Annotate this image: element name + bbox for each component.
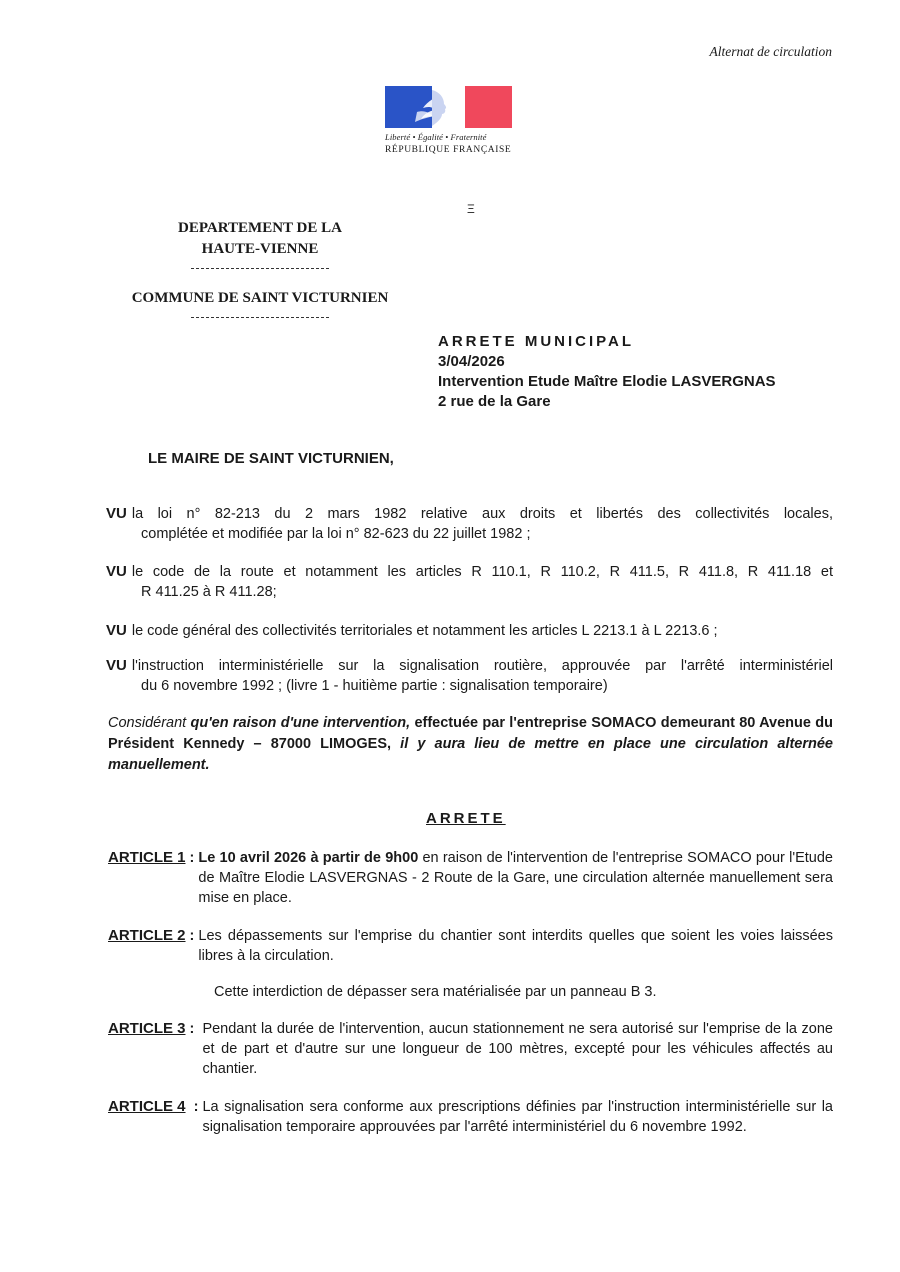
- article-4: [108, 1097, 833, 1137]
- article-label: ARTICLE 4: [108, 1098, 186, 1115]
- article-text: Les dépassements sur l'emprise du chantier sont interdits quelles que soient les voies laissées libres à la circulation.: [198, 928, 833, 964]
- vu-item: [106, 504, 833, 544]
- department-block: [110, 218, 410, 337]
- article-label: ARTICLE 2: [108, 927, 186, 944]
- article-extra-text: Cette interdiction de dépasser sera matérialisée par un panneau B 3.: [214, 984, 657, 1000]
- mayor-heading: LE MAIRE DE SAINT VICTURNIEN,: [148, 450, 394, 467]
- article-separator: :: [185, 1021, 203, 1037]
- vu-label: VU: [106, 563, 127, 580]
- decree-number: 3/04/2026: [438, 353, 505, 370]
- article-separator: :: [185, 850, 199, 866]
- commune-name: COMMUNE DE SAINT VICTURNIEN: [131, 290, 389, 306]
- article-date: Le 10 avril 2026 à partir de 9h00: [198, 850, 419, 866]
- vu-text-line: le code général des collectivités territoriales et notamment les articles L 2213.1 à L 2213.6 ;: [131, 623, 718, 639]
- vu-text-line: du 6 novembre 1992 ; (livre 1 - huitième partie : signalisation temporaire): [141, 678, 608, 694]
- considerant-company: effectuée par l'entreprise SOMACO demeurant 80 Avenue du Président Kennedy – 87000 LIMOGES,: [108, 715, 833, 752]
- article-label: ARTICLE 1: [108, 849, 186, 866]
- decree-title: ARRETE MUNICIPAL: [438, 333, 635, 350]
- decree-subject: Intervention Etude Maître Elodie LASVERGNAS: [438, 373, 776, 390]
- vu-label: VU: [106, 505, 127, 522]
- republic-name: RÉPUBLIQUE FRANÇAISE: [385, 145, 512, 155]
- article-text: en raison de l'intervention de l'entreprise SOMACO pour l'Etude de Maître Elodie LASVERGNAS - 2 Route de la Gare, une circulation alternée manuellement sera mise en place.: [198, 850, 833, 906]
- article-3: [108, 1019, 833, 1079]
- marianne-profile-icon: [432, 86, 465, 128]
- arrete-title: ARRETE: [426, 810, 506, 827]
- considerant-conclusion: il y aura lieu de mettre en place une circulation alternée manuellement.: [108, 736, 834, 773]
- vu-item: [106, 562, 833, 602]
- article-separator: :: [185, 1099, 203, 1115]
- vu-text-line: R 411.25 à R 411.28;: [141, 584, 277, 600]
- considerant-paragraph: [108, 713, 833, 776]
- vu-text-line: le code de la route et notamment les articles R 110.1, R 110.2, R 411.5, R 411.8, R 411.18 et: [131, 564, 833, 580]
- document-type-label: Alternat de circulation: [709, 44, 832, 59]
- vu-item: [106, 656, 833, 696]
- margin-mark: Ξ: [467, 202, 475, 216]
- considerant-reason: qu'en raison d'une intervention,: [190, 715, 411, 731]
- department-line-1: DEPARTEMENT DE LA: [178, 220, 342, 236]
- separator-line: [191, 262, 329, 269]
- article-text: La signalisation sera conforme aux prescriptions définies par l'instruction interministérielle sur la signalisation temporaire approuvées par l'arrêté interministériel du 6 novembre 1992.: [202, 1099, 833, 1135]
- decree-header: [438, 332, 776, 412]
- vu-item: [106, 621, 833, 641]
- republic-motto: Liberté • Égalité • Fraternité: [385, 132, 487, 142]
- separator-line: [191, 311, 329, 318]
- article-text: Pendant la durée de l'intervention, aucun stationnement ne sera autorisé sur l'emprise de la zone et de part et d'autre sur une longueur de 100 mètres, excepté pour les véhicules affectés au chantier.: [202, 1021, 833, 1077]
- vu-text-line: l'instruction interministérielle sur la signalisation routière, approuvée par l'arrêté interministériel: [131, 658, 833, 674]
- republique-francaise-logo: [385, 86, 515, 155]
- decree-address: 2 rue de la Gare: [438, 393, 551, 410]
- article-1: [108, 848, 833, 908]
- article-label: ARTICLE 3: [108, 1020, 186, 1037]
- department-line-2: HAUTE-VIENNE: [201, 241, 319, 257]
- article-separator: :: [185, 928, 199, 944]
- vu-label: VU: [106, 657, 127, 674]
- vu-text-line: complétée et modifiée par la loi n° 82-623 du 22 juillet 1982 ;: [141, 526, 531, 542]
- vu-text-line: la loi n° 82-213 du 2 mars 1982 relative aux droits et libertés des collectivités locales,: [131, 506, 833, 522]
- vu-label: VU: [106, 622, 127, 639]
- tricolor-flag-icon: [385, 86, 512, 128]
- article-2: [108, 926, 833, 1002]
- considerant-lead: Considérant: [108, 715, 191, 731]
